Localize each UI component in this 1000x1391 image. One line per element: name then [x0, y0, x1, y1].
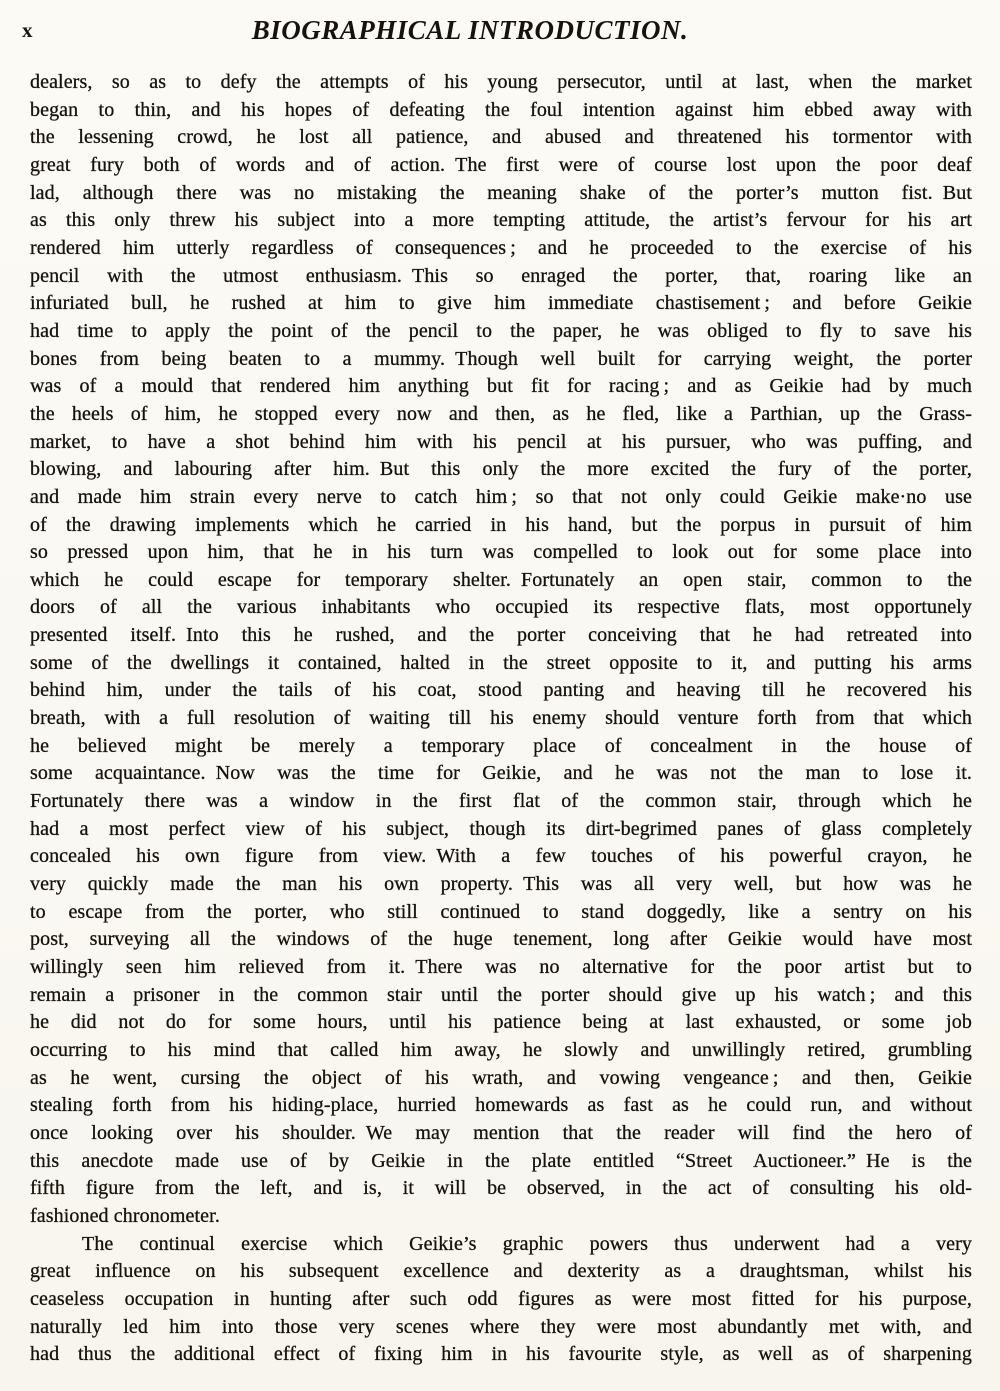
- running-title: BIOGRAPHICAL INTRODUCTION.: [251, 15, 689, 45]
- paragraph: [30, 1231, 972, 1369]
- text-line: lad, although there was no mistaking the meaning shake of the porter’s mutton fist. But: [30, 181, 972, 204]
- text-line: infuriated bull, he rushed at him to give him immediate chastisement ; and before Geikie: [30, 292, 972, 315]
- text-line: willingly seen him relieved from it. There was no alternative for the poor artist but to: [30, 956, 972, 978]
- text-line: blowing, and labouring after him. But this only the more excited the fury of the porter,: [30, 458, 972, 481]
- text-line: had thus the additional effect of fixing him in his favourite style, as well as of sharpening: [30, 1343, 972, 1366]
- text-line: fashioned chronometer.: [30, 1204, 220, 1227]
- text-line: breath, with a full resolution of waiting till his enemy should venture forth from that which: [30, 707, 972, 730]
- text-line: occurring to his mind that called him away, he slowly and unwillingly retired, grumbling: [30, 1038, 972, 1061]
- text-line: doors of all the various inhabitants who occupied its respective flats, most opportunely: [30, 596, 972, 619]
- text-line: he believed might be merely a temporary place of concealment in the house of: [30, 734, 972, 757]
- text-line: so pressed upon him, that he in his turn was compelled to look out for some place into: [30, 541, 972, 564]
- text-line: remain a prisoner in the common stair until the porter should give up his watch ; and this: [30, 983, 972, 1006]
- text-line: Fortunately there was a window in the first flat of the common stair, through which he: [30, 790, 972, 813]
- text-line: bones from being beaten to a mummy. Though well built for carrying weight, the porter: [30, 347, 972, 370]
- page-number: x: [22, 18, 33, 42]
- text-line: was of a mould that rendered him anything but fit for racing ; and as Geikie had by much: [30, 375, 972, 398]
- text-line: the lessening crowd, he lost all patience, and abused and threatened his tormentor with: [30, 126, 972, 149]
- text-line: of the drawing implements which he carried in his hand, but the porpus in pursuit of him: [30, 513, 972, 536]
- text-line: market, to have a shot behind him with his pencil at his pursuer, who was puffing, and: [30, 430, 972, 453]
- text-line: naturally led him into those very scenes where they were most abundantly met with, and: [30, 1315, 972, 1338]
- text-line: stealing forth from his hiding-place, hurried homewards as fast as he could run, and without: [30, 1094, 972, 1117]
- text-line: as he went, cursing the object of his wrath, and vowing vengeance ; and then, Geikie: [30, 1066, 972, 1089]
- text-line: this anecdote made use of by Geikie in the plate entitled “Street Auctioneer.” He is the: [30, 1149, 972, 1172]
- text-line: pencil with the utmost enthusiasm. This so enraged the porter, that, roaring like an: [30, 264, 972, 287]
- text-line: to escape from the porter, who still continued to stand doggedly, like a sentry on his: [30, 900, 972, 923]
- text-line: very quickly made the man his own property. This was all very well, but how was he: [30, 873, 972, 896]
- text-line: as this only threw his subject into a more tempting attitude, the artist’s fervour for his art: [30, 209, 972, 232]
- text-line: behind him, under the tails of his coat, stood panting and heaving till he recovered his: [30, 679, 972, 702]
- text-line: rendered him utterly regardless of consequences ; and he proceeded to the exercise of his: [30, 236, 972, 259]
- text-line: great influence on his subsequent excellence and dexterity as a draughtsman, whilst his: [30, 1260, 972, 1283]
- text-line: the heels of him, he stopped every now and then, as he fled, like a Parthian, up the Grass-: [30, 402, 972, 425]
- text-line: began to thin, and his hopes of defeating the foul intention against him ebbed away with: [30, 98, 972, 121]
- text-line: which he could escape for temporary shelter. Fortunately an open stair, common to the: [30, 568, 972, 591]
- text-line: great fury both of words and of action. The first were of course lost upon the poor deaf: [30, 153, 972, 176]
- text-line: he did not do for some hours, until his patience being at last exhausted, or some job: [30, 1011, 972, 1034]
- paragraph: [30, 69, 972, 1231]
- text-line: post, surveying all the windows of the huge tenement, long after Geikie would have most: [30, 928, 972, 951]
- text-line: some acquaintance. Now was the time for Geikie, and he was not the man to lose it.: [30, 762, 972, 785]
- text-line: The continual exercise which Geikie’s graphic powers thus underwent had a very: [82, 1232, 972, 1255]
- body-text-block: [30, 69, 972, 1369]
- text-line: presented itself. Into this he rushed, and the porter conceiving that he had retreated into: [30, 624, 972, 647]
- text-line: some of the dwellings it contained, halted in the street opposite to it, and putting his arms: [30, 651, 972, 674]
- text-line: concealed his own figure from view. With a few touches of his powerful crayon, he: [30, 845, 972, 868]
- text-line: fifth figure from the left, and is, it will be observed, in the act of consulting his old-: [30, 1177, 972, 1200]
- text-line: had time to apply the point of the pencil to the paper, he was obliged to fly to save his: [30, 319, 972, 342]
- text-line: once looking over his shoulder. We may mention that the reader will find the hero of: [30, 1121, 972, 1144]
- text-line: ceaseless occupation in hunting after such odd figures as were most fitted for his purpose,: [30, 1287, 972, 1310]
- text-line: dealers, so as to defy the attempts of his young persecutor, until at last, when the market: [30, 71, 972, 93]
- text-line: and made him strain every nerve to catch him ; so that not only could Geikie make·no use: [30, 485, 972, 508]
- text-line: had a most perfect view of his subject, though its dirt-begrimed panes of glass completely: [30, 817, 972, 840]
